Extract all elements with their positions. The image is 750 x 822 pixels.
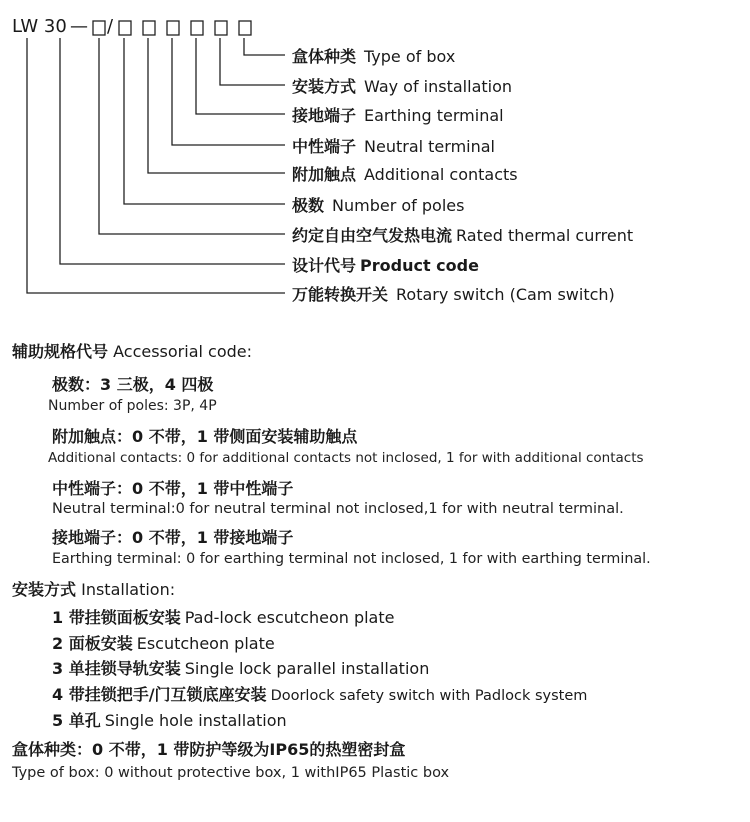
legend-en: Earthing terminal [364,106,504,125]
installation-item-en: Doorlock safety switch with Padlock system [270,688,588,704]
legend-way-of-installation [292,74,512,97]
legend-neutral-terminal [292,134,495,157]
leader-line-rotary-switch [27,38,285,293]
installation-item-2 [52,631,275,654]
code-slash: / [107,16,114,37]
code-box-additional-contacts [143,21,155,35]
leader-line-installation [220,38,285,85]
legend-en: Type of box [364,47,456,66]
code-box-neutral [167,21,179,35]
installation-heading-en: Installation [81,580,170,599]
poles-cn: 极数：3 三极，4 四极 [52,375,214,394]
accessorial-heading-colon: : [246,342,253,361]
legend-en: Way of installation [364,77,513,96]
installation-item-1 [52,605,394,628]
code-box-poles [119,21,131,35]
neutral-terminal-cn: 中性端子：0 不带，1 带中性端子 [52,479,294,498]
code-dash: — [70,16,88,37]
code-prefix: LW 30 [12,16,67,37]
leader-line-box-type [244,38,285,55]
legend-en: Rated thermal current [456,226,634,245]
installation-heading-colon: : [169,580,176,599]
installation-item-cn: 1 带挂锁面板安装 [52,608,181,627]
accessorial-heading-en: Accessorial code [113,342,247,361]
earthing-terminal-en: Earthing terminal: 0 for earthing terminal not inclosed, 1 for with earthing terminal. [52,551,651,567]
installation-item-cn: 3 单挂锁导轨安装 [52,659,181,678]
legend-en: Number of poles [332,196,465,215]
legend-number-of-poles [292,193,464,216]
legend-cn: 附加触点 [292,165,357,184]
legend-product-code [292,253,479,276]
box-type-en: Type of box: 0 without protective box, 1 withIP65 Plastic box [12,765,450,781]
legend-cn: 设计代号 [292,256,357,275]
accessorial-heading-cn: 辅助规格代号 [12,342,109,361]
legend-cn: 万能转换开关 [292,285,389,304]
legend-rated-thermal-current [292,223,633,246]
installation-item-5 [52,708,287,731]
code-box-thermal-current [93,21,105,35]
legend-en: Additional contacts [364,165,518,184]
legend-cn: 接地端子 [292,106,357,125]
poles-en: Number of poles: 3P, 4P [48,398,217,414]
additional-contacts-cn: 附加触点：0 不带，1 带侧面安装辅助触点 [52,427,358,446]
additional-contacts-en: Additional contacts: 0 for additional contacts not inclosed, 1 for with additional contacts [48,450,644,466]
leader-line-neutral [172,38,285,145]
accessorial-heading [12,339,252,362]
leader-line-earthing [196,38,285,114]
code-box-box-type [239,21,251,35]
legend-cn: 中性端子 [292,137,357,156]
code-box-installation [215,21,227,35]
installation-item-cn: 4 带挂锁把手/门互锁底座安装 [52,685,267,704]
installation-item-3 [52,656,429,679]
installation-item-cn: 5 单孔 [52,711,101,730]
installation-item-en: Pad-lock escutcheon plate [184,608,395,627]
legend-cn: 约定自由空气发热电流 [292,226,453,245]
legend-en: Rotary switch (Cam switch) [396,285,615,304]
legend-en: Product code [360,256,479,275]
installation-item-en: Single lock parallel installation [184,659,430,678]
installation-item-en: Escutcheon plate [136,634,275,653]
installation-item-en: Single hole installation [104,711,287,730]
legend-en: Neutral terminal [364,137,495,156]
legend-cn: 盒体种类 [292,47,357,66]
legend-cn: 极数 [292,196,325,215]
earthing-terminal-cn: 接地端子：0 不带，1 带接地端子 [52,528,294,547]
box-type-cn: 盒体种类：0 不带，1 带防护等级为IP65的热塑密封盒 [12,740,406,759]
installation-heading-cn: 安装方式 [12,580,77,599]
installation-heading [12,577,175,600]
installation-item-cn: 2 面板安装 [52,634,133,653]
legend-type-of-box [292,44,455,67]
legend-cn: 安装方式 [292,77,357,96]
legend-additional-contacts [292,162,518,185]
legend-rotary-switch [292,282,615,305]
legend-earthing-terminal [292,103,504,126]
neutral-terminal-en: Neutral terminal:0 for neutral terminal not inclosed,1 for with neutral terminal. [52,501,624,517]
leader-line-additional-contacts [148,38,285,173]
code-box-earthing [191,21,203,35]
installation-item-4 [52,682,587,705]
